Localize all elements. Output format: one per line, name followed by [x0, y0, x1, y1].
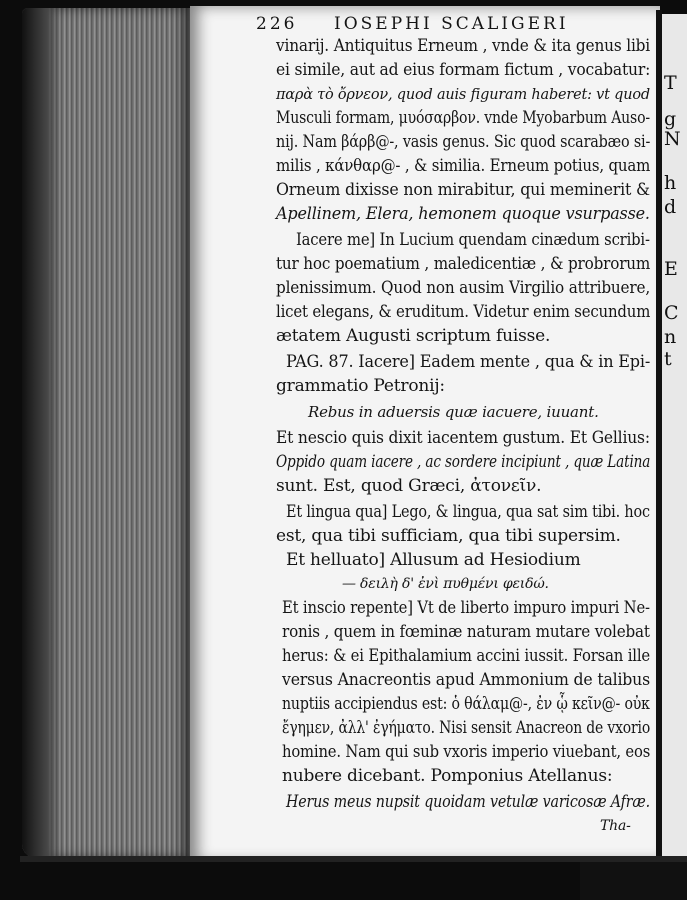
text-line: Apellinem, Elera, hemonem quoque vsurpasse.: [276, 204, 650, 224]
text-line: παρὰ τὸ ὄρνεον, quod auis figuram haberet: vt quod: [276, 85, 650, 103]
book-edge-shadow: [22, 8, 62, 858]
right-page-fragment: E: [664, 258, 678, 280]
page-number: 226: [256, 14, 298, 34]
text-line: vinarij. Antiquitus Erneum , vnde & ita genus libi: [276, 36, 651, 56]
text-line: est, qua tibi sufficiam, qua tibi supersim.: [276, 526, 621, 546]
text-line: nubere dicebant. Pomponius Atellanus:: [282, 766, 613, 786]
text-line: Et nescio quis dixit iacentem gustum. Et Gellius:: [276, 428, 650, 448]
text-line: Et lingua qua] Lego, & lingua, qua sat sim tibi. hoc: [286, 502, 650, 522]
text-line: homine. Nam qui sub vxoris imperio viuebant, eos: [282, 742, 651, 762]
text-line: herus: & ei Epithalamium accini iussit. Forsan ille: [282, 646, 651, 666]
text-line: versus Anacreontis apud Ammonium de talibus: [282, 670, 650, 690]
page-corner-shadow: [580, 862, 687, 900]
text-line: Oppido quam iacere , ac sordere incipiunt , quæ Latina: [276, 452, 651, 472]
catchword: Tha-: [600, 818, 631, 834]
right-page-fragment: n: [664, 326, 677, 348]
text-line: ἔγημεν, ἀλλ' ἐγήματο. Nisi sensit Anacreon de vxorio: [282, 718, 651, 738]
text-line: Musculi formam, μυόσαρβον. vnde Myobarbum Auso-: [276, 108, 650, 128]
text-line: grammatio Petronij:: [276, 376, 445, 396]
text-line: licet elegans, & eruditum. Videtur enim secundum: [276, 302, 651, 322]
right-page-fragment: g: [664, 108, 677, 130]
text-line: — δειλὴ δ' ἐνὶ πυθμένι φειδώ.: [342, 576, 549, 592]
text-line: Herus meus nupsit quoidam vetulæ varicosæ Afræ.: [286, 792, 651, 812]
text-line: ei simile, aut ad eius formam fictum , vocabatur:: [276, 60, 651, 80]
text-line: ætatem Augusti scriptum fuisse.: [276, 326, 551, 346]
right-page-fragment: N: [664, 128, 681, 150]
text-line: sunt. Est, quod Græci, ἀτονεῖν.: [276, 476, 542, 496]
text-line: Orneum dixisse non mirabitur, qui meminerit &: [276, 180, 650, 200]
running-title: IOSEPHI SCALIGERI: [334, 14, 569, 34]
text-line: nij. Nam βάρβ@-, vasis genus. Sic quod scarabæo si-: [276, 132, 651, 152]
right-page-fragment: h: [664, 172, 677, 194]
right-page-fragment: C: [664, 302, 679, 324]
text-line: Et inscio repente] Vt de liberto impuro impuri Ne-: [282, 598, 650, 618]
right-page-fragment: T: [664, 72, 677, 94]
right-page: [662, 14, 687, 860]
text-line: Iacere me] In Lucium quendam cinædum scribi-: [296, 230, 650, 250]
text-line: ronis , quem in fœminæ naturam mutare volebat: [282, 622, 650, 642]
right-page-fragment: t: [664, 348, 672, 370]
right-page-fragment: d: [664, 196, 677, 218]
text-line: tur hoc poematium , maledicentiæ , & probrorum: [276, 254, 651, 274]
text-line: PAG. 87. Iacere] Eadem mente , qua & in Epi-: [286, 352, 651, 372]
running-header: [256, 14, 656, 34]
text-line: nuptiis accipiendus est: ὁ θάλαμ@-, ἐν ᾧ κεῖν@- οὐκ: [282, 694, 650, 714]
text-line: Et helluato] Allusum ad Hesiodium: [286, 550, 581, 570]
text-line: milis , κάνθαρ@- , & similia. Erneum potius, quam: [276, 156, 651, 176]
text-line: Rebus in aduersis quæ iacuere, iuuant.: [308, 403, 599, 421]
text-line: plenissimum. Quod non ausim Virgilio attribuere,: [276, 278, 651, 298]
